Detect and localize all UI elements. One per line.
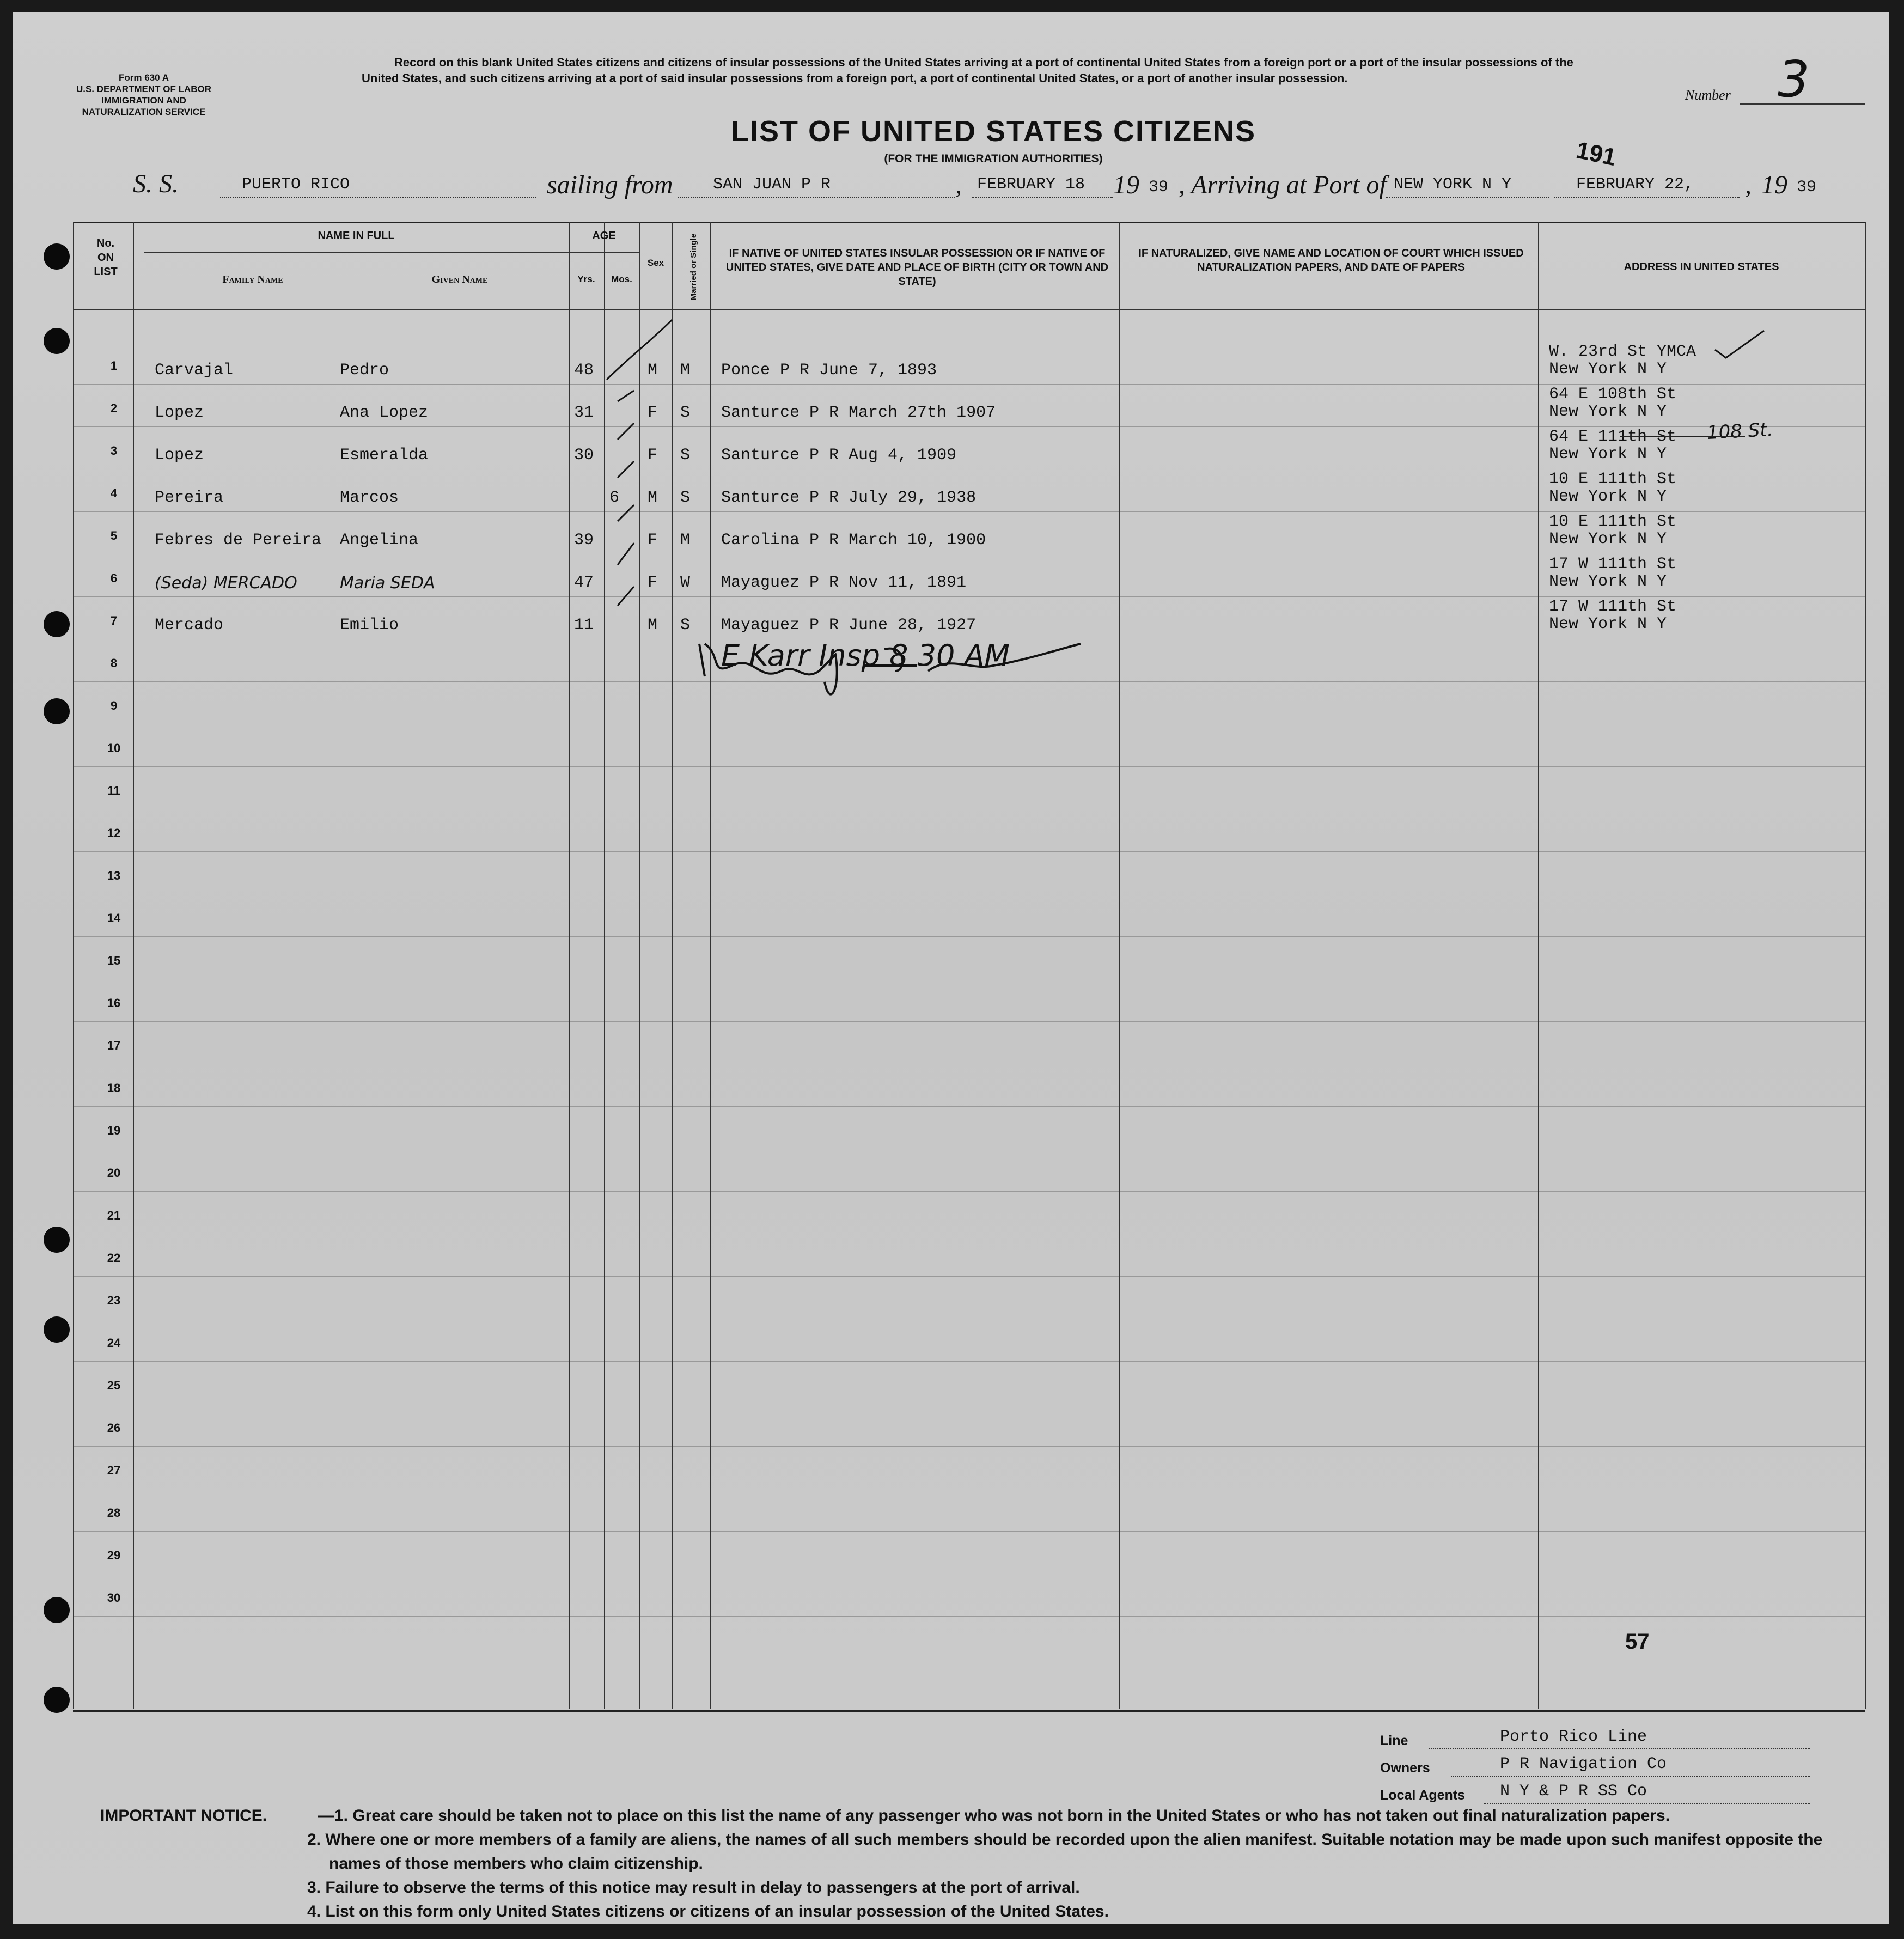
row-number: 25 — [107, 1379, 121, 1392]
owners-underline — [1451, 1776, 1810, 1777]
line-value: Porto Rico Line — [1500, 1728, 1647, 1746]
row-number: 23 — [107, 1294, 121, 1307]
birth-place-date: Santurce P R Aug 4, 1909 — [721, 446, 957, 465]
address-street: 17 W 111th St — [1549, 597, 1677, 616]
column-rule — [1119, 222, 1120, 1709]
notice-3: 3. Failure to observe the terms of this notice may result in delay to passengers at the port of arrival. — [307, 1879, 1080, 1897]
given-name: Emilio — [340, 616, 399, 635]
sail-year-prefix: 19 — [1113, 170, 1139, 199]
address-city: New York N Y — [1549, 487, 1667, 506]
ss-label: S. S. — [133, 169, 179, 198]
sex: M — [648, 489, 658, 507]
address-city: New York N Y — [1549, 530, 1667, 548]
owners-label: Owners — [1380, 1760, 1430, 1776]
page-subtitle: (FOR THE IMMIGRATION AUTHORITIES) — [884, 153, 1103, 165]
row-rule — [73, 511, 1865, 512]
row-rule — [73, 1446, 1865, 1447]
punch-hole — [44, 1316, 70, 1343]
to-port-underline — [1386, 197, 1549, 198]
column-rule — [73, 222, 74, 1709]
arriving-label: , Arriving at Port of — [1179, 170, 1387, 199]
address-city: New York N Y — [1549, 360, 1667, 379]
arrive-year-prefix: 19 — [1761, 170, 1787, 199]
page-total: 57 — [1625, 1630, 1650, 1654]
notice-4: 4. List on this form only United States citizens or citizens of an insular possession of the United States. — [307, 1903, 1109, 1920]
family-name: Febres de Pereira — [155, 531, 322, 550]
line-underline — [1429, 1748, 1810, 1749]
ship-underline — [220, 197, 536, 198]
comma-2: , — [1745, 170, 1752, 199]
age-subdivider — [569, 252, 639, 253]
arrive-year: 39 — [1797, 178, 1817, 197]
age-years: 48 — [574, 361, 594, 380]
to-port: NEW YORK N Y — [1394, 175, 1512, 194]
address-street: 64 E 108th St — [1549, 385, 1677, 404]
manifest-page — [13, 12, 1889, 1924]
sail-date: FEBRUARY 18 — [977, 175, 1085, 194]
row-rule — [73, 384, 1865, 385]
row-number: 11 — [107, 784, 120, 797]
row-number: 9 — [110, 699, 118, 712]
row-number: 28 — [107, 1506, 121, 1520]
sex: M — [648, 361, 658, 380]
col-birth: IF NATIVE OF UNITED STATES INSULAR POSSESSION OR IF NATIVE OF UNITED STATES, GIVE DATE AND PLACE OF BIRTH (CITY OR TOWN AND STATE) — [725, 247, 1109, 288]
address-street: 64 E 111th St — [1549, 428, 1677, 446]
row-number: 1 — [110, 359, 118, 373]
row-rule — [73, 1191, 1865, 1192]
address-street: W. 23rd St YMCA — [1549, 343, 1696, 361]
row-number: 6 — [110, 571, 118, 585]
row-number: 22 — [107, 1251, 121, 1265]
col-given-name: Given Name — [431, 273, 488, 285]
address-city: New York N Y — [1549, 445, 1667, 464]
sex: F — [648, 574, 658, 592]
sailing-from-label: sailing from — [547, 170, 673, 199]
arrive-date: FEBRUARY 22, — [1576, 175, 1694, 194]
marital-status: S — [680, 489, 691, 507]
row-rule — [73, 1531, 1865, 1532]
preamble-text: Record on this blank United States citizens and citizens of insular possessions of the United States arriving at a port of continental United States from a foreign port or a port of the insular possessions of the United States, and such citizens arriving at a port of said insular possessions from a foreign port, a port of continental United States, or a port of another insular possession. — [362, 56, 1573, 85]
address-street: 10 E 111th St — [1549, 513, 1677, 531]
row-number: 18 — [107, 1081, 121, 1095]
row-number: 3 — [110, 444, 118, 458]
given-name: Maria SEDA — [340, 574, 435, 593]
birth-place-date: Mayaguez P R June 28, 1927 — [721, 616, 977, 635]
row-number: 20 — [107, 1166, 121, 1180]
family-name: Lopez — [155, 404, 204, 422]
owners-value: P R Navigation Co — [1500, 1755, 1667, 1773]
row-number: 10 — [107, 741, 121, 755]
given-name: Angelina — [340, 531, 419, 550]
punch-hole — [44, 611, 70, 637]
address-city: New York N Y — [1549, 615, 1667, 633]
given-name: Ana Lopez — [340, 404, 429, 422]
row-rule — [73, 936, 1865, 937]
row-number: 21 — [107, 1209, 121, 1222]
row-number: 26 — [107, 1421, 121, 1435]
col-address: ADDRESS IN UNITED STATES — [1624, 261, 1779, 273]
row-number: 27 — [107, 1464, 121, 1477]
marital-status: S — [680, 404, 691, 422]
address-correction: 108 St. — [1706, 418, 1774, 444]
sex: F — [648, 531, 658, 550]
age-years: 11 — [574, 616, 594, 635]
row-rule — [73, 596, 1865, 597]
row-rule — [73, 1276, 1865, 1277]
given-name: Pedro — [340, 361, 389, 380]
check-mark — [1712, 328, 1767, 361]
from-port: SAN JUAN P R — [713, 175, 831, 194]
row-rule — [73, 851, 1865, 852]
col-family-name: Family Name — [222, 273, 283, 285]
birth-place-date: Mayaguez P R Nov 11, 1891 — [721, 574, 967, 592]
birth-place-date: Santurce P R March 27th 1907 — [721, 404, 996, 422]
birth-place-date: Santurce P R July 29, 1938 — [721, 489, 977, 507]
row-rule — [73, 1021, 1865, 1022]
family-name: (Seda) MERCADO — [155, 574, 297, 593]
punch-hole — [44, 328, 70, 354]
agents-label: Local Agents — [1380, 1788, 1466, 1803]
sex: M — [648, 616, 658, 635]
row-number: 2 — [110, 401, 118, 415]
agents-value: N Y & P R SS Co — [1500, 1782, 1647, 1801]
row-number: 30 — [107, 1591, 121, 1605]
arrive-date-underline — [1554, 197, 1740, 198]
name-subdivider — [144, 252, 569, 253]
row-number: 19 — [107, 1124, 121, 1137]
marital-status: M — [680, 531, 691, 550]
punch-hole — [44, 1597, 70, 1623]
important-notice — [100, 1804, 1843, 1924]
age-years: 31 — [574, 404, 594, 422]
row-rule — [73, 1106, 1865, 1107]
age-years: 39 — [574, 531, 594, 550]
row-number: 13 — [107, 869, 121, 882]
row-number: 8 — [110, 656, 118, 670]
handwritten-191: 191 — [1573, 136, 1619, 172]
row-rule — [73, 766, 1865, 767]
line-label: Line — [1380, 1733, 1408, 1748]
row-rule — [73, 1361, 1865, 1362]
given-name: Esmeralda — [340, 446, 429, 465]
row-number: 7 — [110, 614, 118, 627]
family-name: Mercado — [155, 616, 224, 635]
row-rule — [73, 1616, 1865, 1617]
family-name: Lopez — [155, 446, 204, 465]
column-rule — [710, 222, 711, 1709]
comma-1: , — [955, 170, 962, 199]
ship-name: PUERTO RICO — [242, 175, 350, 194]
age-years: 30 — [574, 446, 594, 465]
punch-hole — [44, 698, 70, 724]
form-id: Form 630 A U.S. DEPARTMENT OF LABOR IMMIGRATION AND NATURALIZATION SERVICE — [76, 72, 212, 117]
col-name-in-full: NAME IN FULL — [318, 230, 395, 242]
marital-status: S — [680, 446, 691, 465]
marital-status: S — [680, 616, 691, 635]
col-yrs: Yrs. — [577, 274, 595, 284]
col-sex: Sex — [647, 258, 664, 268]
marital-status: M — [680, 361, 691, 380]
col-married-single: Married or Single — [689, 233, 698, 301]
tick-marks — [590, 309, 699, 630]
col-naturalized: IF NATURALIZED, GIVE NAME AND LOCATION OF COURT WHICH ISSUED NATURALIZATION PAPERS, AND DATE OF PAPERS — [1138, 247, 1524, 273]
row-number: 17 — [107, 1039, 121, 1052]
col-age: AGE — [592, 230, 616, 242]
punch-hole — [44, 243, 70, 270]
col-no: No. ON LIST — [94, 237, 118, 278]
address-strikethrough — [1620, 436, 1745, 437]
column-rule — [1538, 222, 1539, 1709]
sex: F — [648, 404, 658, 422]
address-street: 17 W 111th St — [1549, 555, 1677, 574]
family-name: Carvajal — [155, 361, 234, 380]
sail-date-underline — [972, 197, 1113, 198]
number-label: Number — [1685, 87, 1731, 103]
col-mos: Mos. — [611, 274, 632, 284]
marital-status: W — [680, 574, 691, 592]
sail-year: 39 — [1149, 178, 1169, 197]
row-rule — [73, 426, 1865, 427]
inspector-signature: E Karr Insp 8 30 AM — [721, 638, 1010, 673]
birth-place-date: Carolina P R March 10, 1900 — [721, 531, 986, 550]
row-number: 24 — [107, 1336, 121, 1350]
punch-hole — [44, 1687, 70, 1713]
row-number: 12 — [107, 826, 121, 840]
row-number: 4 — [110, 486, 118, 500]
page-title: LIST OF UNITED STATES CITIZENS — [731, 115, 1256, 148]
punch-hole — [44, 1227, 70, 1253]
notice-lead: IMPORTANT NOTICE. — [100, 1807, 267, 1825]
column-rule — [569, 222, 570, 1709]
notice-2: 2. Where one or more members of a family are aliens, the names of all such members should be recorded upon the alien manifest. Suitable notation may be made upon such manifest opposite the names of those members who claim citizenship. — [307, 1831, 1823, 1873]
birth-place-date: Ponce P R June 7, 1893 — [721, 361, 937, 380]
notice-1: —1. Great care should be taken not to place on this list the name of any passenger who was not born in the United States or who has not taken out final naturalization papers. — [318, 1807, 1670, 1825]
given-name: Marcos — [340, 489, 399, 507]
family-name: Pereira — [155, 489, 224, 507]
row-number: 14 — [107, 911, 121, 925]
row-number: 29 — [107, 1548, 121, 1562]
row-number: 16 — [107, 996, 121, 1010]
address-city: New York N Y — [1549, 403, 1667, 421]
column-rule — [1865, 222, 1866, 1709]
number-value: 3 — [1778, 50, 1810, 108]
header-bottom-rule — [73, 309, 1865, 310]
row-number: 5 — [110, 529, 118, 542]
address-city: New York N Y — [1549, 572, 1667, 591]
age-months: 6 — [609, 489, 620, 507]
row-number: 15 — [107, 954, 121, 967]
address-street: 10 E 111th St — [1549, 470, 1677, 489]
sex: F — [648, 446, 658, 465]
age-years: 47 — [574, 574, 594, 592]
from-underline — [678, 197, 955, 198]
